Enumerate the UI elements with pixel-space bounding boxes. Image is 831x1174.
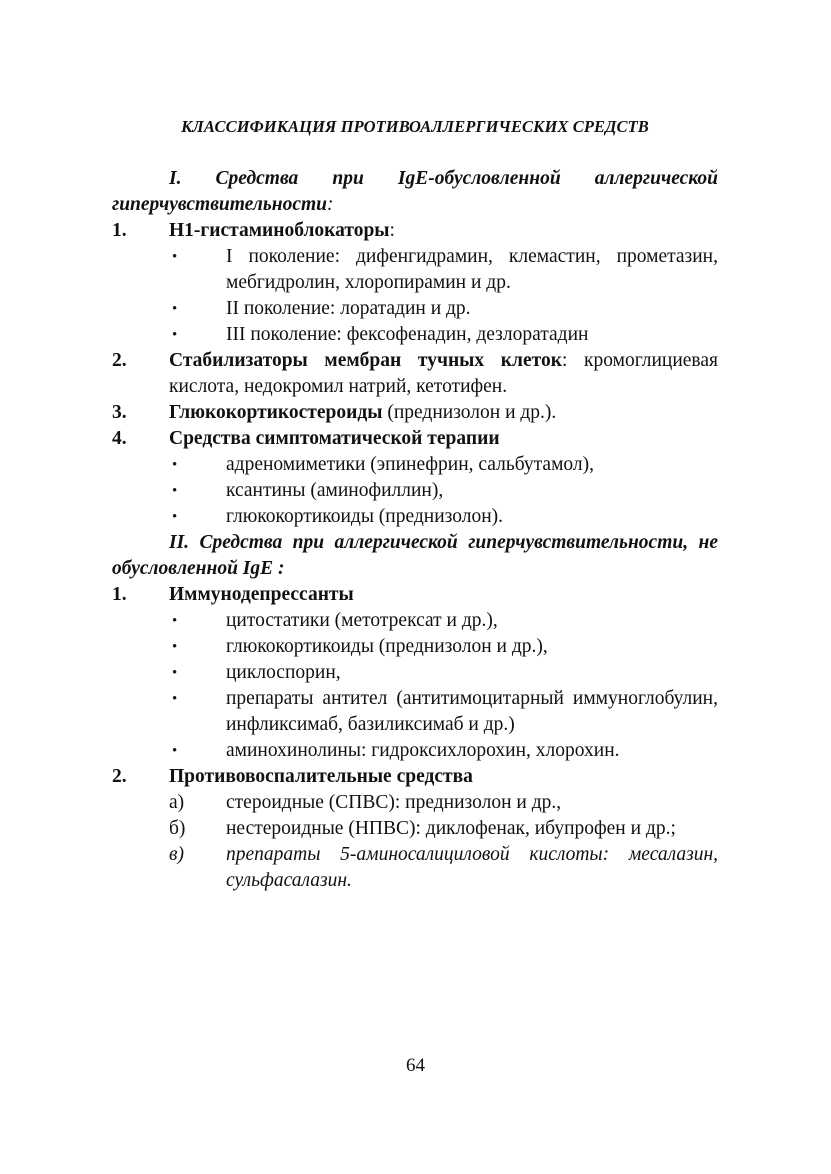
bullet-icon: • xyxy=(172,639,178,655)
bullet-icon: • xyxy=(172,249,178,265)
bullet-item: • ксантины (аминофиллин), xyxy=(112,478,718,504)
bullet-icon: • xyxy=(172,743,178,759)
list-item: 1. Иммунодепрессанты xyxy=(112,584,354,605)
page-title: КЛАССИФИКАЦИЯ ПРОТИВОАЛЛЕРГИЧЕСКИХ СРЕДСТВ xyxy=(181,117,649,136)
lettered-item: в) препараты 5-аминосалициловой кислоты: месалазин, сульфасалазин. xyxy=(169,844,718,891)
lettered-item: б) нестероидные (НПВС): диклофенак, ибупрофен и др.; xyxy=(169,818,676,839)
bullet-item: • I поколение: дифенгидрамин, клемастин, прометазин, мебгидролин, хлоропирамин и др. xyxy=(172,246,718,293)
bullet-icon: • xyxy=(172,691,178,707)
bullet-item: • глюкокортикоиды (преднизолон и др.), xyxy=(112,634,718,660)
bullet-icon: • xyxy=(172,613,178,629)
list-item: 2. Противовоспалительные средства xyxy=(112,766,473,787)
bullet-item: • II поколение: лоратадин и др. xyxy=(112,296,718,322)
bullet-icon: • xyxy=(172,665,178,681)
page-number: 64 xyxy=(406,1055,425,1076)
bullet-icon: • xyxy=(172,483,178,499)
section-1-heading: I. Средства при IgE-обусловленной аллергической гиперчувствительности: xyxy=(112,168,718,215)
bullet-icon: • xyxy=(172,509,178,525)
page-body xyxy=(112,114,718,894)
list-item: 4. Средства симптоматической терапии xyxy=(112,428,500,449)
bullet-icon: • xyxy=(172,327,178,343)
lettered-item: а) стероидные (СПВС): преднизолон и др., xyxy=(169,792,562,813)
list-item: 2. Стабилизаторы мембран тучных клеток: кромоглициевая кислота, недокромил натрий, кетотифен. xyxy=(112,350,718,397)
bullet-icon: • xyxy=(172,301,178,317)
bullet-item: • препараты антител (антитимоцитарный иммуноглобулин, инфликсимаб, базиликсимаб и др.) xyxy=(172,688,718,735)
bullet-item: • циклоспорин, xyxy=(112,660,718,686)
section-2-heading: II. Средства при аллергической гиперчувствительности, не обусловленной IgE : xyxy=(112,532,718,579)
list-item: 1. Н1-гистаминоблокаторы: xyxy=(112,220,395,241)
bullet-item: • глюкокортикоиды (преднизолон). xyxy=(112,504,718,530)
bullet-icon: • xyxy=(172,457,178,473)
bullet-item: • цитостатики (метотрексат и др.), xyxy=(112,608,718,634)
bullet-item: • адреномиметики (эпинефрин, сальбутамол), xyxy=(112,452,718,478)
bullet-item: • аминохинолины: гидроксихлорохин, хлорохин. xyxy=(112,738,718,764)
bullet-item: • III поколение: фексофенадин, дезлоратадин xyxy=(112,322,718,348)
list-item: 3. Глюкокортикостероиды (преднизолон и др.). xyxy=(112,402,557,423)
